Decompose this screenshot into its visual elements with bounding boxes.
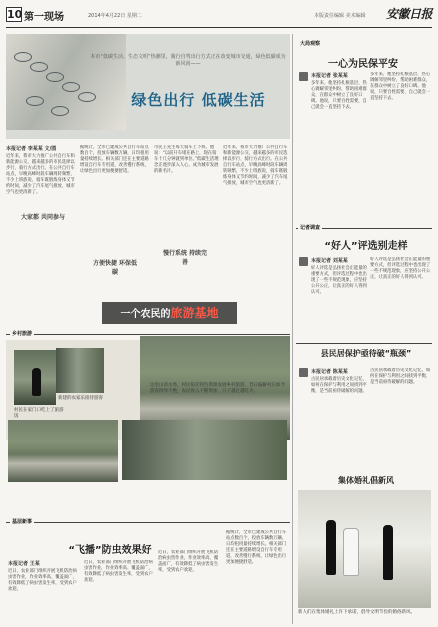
house-photo xyxy=(14,350,56,405)
right-middle-text: 好人评选是弘扬社会正能量的重要方式，但评选过程中也出现了一些不规范现象，应坚持公开公正，让真正的好人得到认可。 xyxy=(370,257,431,280)
section-rule xyxy=(6,334,290,335)
right-lower-column-2 xyxy=(370,368,432,463)
bottom-left-column-3 xyxy=(158,550,222,620)
right-lower-column-1 xyxy=(311,368,367,463)
right-top-byline: 本报记者 张某某 xyxy=(311,73,348,79)
feature-title xyxy=(102,302,237,324)
mountain-village-photo xyxy=(8,420,118,482)
right-top-text: 多年来，他坚持扎根基层，热心调解邻里纠纷，帮助困难群众，在群众中树立了良好口碑。他说，只要百姓需要，自己就会一直坚持下去。 xyxy=(370,72,431,101)
bride-figure xyxy=(343,528,359,576)
lead-paragraph: 近年来，我市大力推广公共自行车和新能源公交，越来越多的市民选择以步行、骑行方式出行。在公共自行车站点，早晚高峰时段车辆周转频繁，不少上班族说，骑车既锻炼身体又节约时间，减少了汽车尾气排放，城市空气也更清新了。 xyxy=(6,154,75,195)
bicycle-icon xyxy=(51,106,69,116)
lead-column-4 xyxy=(223,145,290,315)
newspaper-logo: 安徽日报 xyxy=(385,7,432,21)
lead-subhead: 大家都 共同参与 xyxy=(20,214,66,221)
lead-deck: 本市“低碳生活、生态文明”热潮里，骑行自驾出行方式正在改变城市交通，绿色低碳成为新风尚—— xyxy=(90,54,286,67)
bottom-left-column-4 xyxy=(226,530,290,620)
portrait-icon xyxy=(299,72,308,81)
bottom-left-byline: 本报记者 王某 xyxy=(8,561,40,567)
bicycle-icon xyxy=(62,82,80,92)
feature-summary: 这里山清水秀，村民依托特色资源发展乡村旅游，昔日偏僻村庄如今游客络绎不绝，农民收入不断增加，日子越过越红火。 xyxy=(150,383,285,394)
lead-subhead: 慢行系统 持续完善 xyxy=(162,250,208,266)
right-middle-column-1 xyxy=(311,257,367,339)
right-lower-title: 县民居保护亟待破“瓶颈” xyxy=(320,349,412,358)
bicycle-icon xyxy=(30,62,48,72)
groom-figure xyxy=(326,520,336,575)
wedding-caption: 新人们在集体婚礼上许下承诺，倡导文明节俭的婚俗新风。 xyxy=(298,610,415,615)
right-lower-text: 古民居承载着历史文化记忆，如何在保护与利用之间找到平衡，是当前亟待破解的问题。 xyxy=(370,368,431,385)
bottom-left-text: 据统计，全市已建成公共自行车站点数百个，投放车辆数万辆，日均租用量持续增长。相关部门还在主要道路增设自行车专用道，改善慢行系统，让绿色出行更加便捷舒适。 xyxy=(226,530,287,565)
portrait-icon xyxy=(299,368,308,377)
hills-photo xyxy=(122,420,287,480)
section-rule xyxy=(6,522,290,523)
feature-title-small: 一个农民的 xyxy=(120,309,171,320)
bottom-left-text: 近日，农业部门组织开展飞机防治病虫害作业，作业效率高、覆盖面广，有效降低了病虫害发生率，受到农户欢迎。 xyxy=(8,569,77,592)
section-rule xyxy=(296,343,432,344)
right-middle-byline: 本报记者 刘某某 xyxy=(311,258,348,264)
right-top-column-1 xyxy=(311,72,367,232)
wedding-photo xyxy=(298,490,431,608)
lead-paragraph: 近年来，我市大力推广公共自行车和新能源公交，越来越多的市民选择以步行、骑行方式出行。在公共自行车站点，早晚高峰时段车辆周转频繁，不少上班族说，骑车既锻炼身体又节约时间，减少了汽车尾气排放，城市空气也更清新了。 xyxy=(223,145,288,186)
photo-caption: 新建的农家乐接待游客 xyxy=(58,396,103,401)
lead-column-3 xyxy=(154,145,219,315)
right-middle-text: 好人评选是弘扬社会正能量的重要方式，但评选过程中也出现了一些不规范现象，应坚持公开公正，让真正的好人得到认可。 xyxy=(311,266,367,295)
bicycle-icon xyxy=(26,96,44,106)
portrait-icon xyxy=(299,257,308,266)
right-lower-byline: 本报记者 陈某某 xyxy=(311,369,348,375)
right-middle-title: “好人”评选别走样 xyxy=(324,241,408,252)
bicycle-icon xyxy=(46,72,64,82)
lead-byline: 本报记者 李某某 文/图 xyxy=(6,146,57,152)
lead-column-1 xyxy=(6,145,76,315)
feature-section-label: 乡村旅游 xyxy=(12,331,33,337)
lead-subhead: 方便快捷 环保低碳 xyxy=(92,260,138,276)
village-section-label: 基层新事 xyxy=(12,519,33,525)
bottom-left-text: 近日，农业部门组织开展飞机防治病虫害作业，作业效率高、覆盖面广，有效降低了病虫害发生率，受到农户欢迎。 xyxy=(84,560,153,583)
feature-title-big: 旅游基地 xyxy=(170,306,219,320)
wedding-title: 集体婚礼倡新风 xyxy=(338,476,394,485)
page-number: 10 xyxy=(7,8,23,21)
masthead xyxy=(6,4,432,28)
lead-paragraph: 市民王先生每天骑车上下班，他说：“以前开车堵在路上，现在骑车十几分钟就到单位。”低碳生活理念正逐步深入人心，成为城市发展的新名片。 xyxy=(154,145,219,174)
bottom-left-title: “飞播”防虫效果好 xyxy=(68,545,152,556)
right-top-text: 多年来，他坚持扎根基层，热心调解邻里纠纷，帮助困难群众，在群众中树立了良好口碑。他说，只要百姓需要，自己就会一直坚持下去。 xyxy=(311,81,367,110)
right-feature-label: 记者调查 xyxy=(300,225,321,231)
bottom-left-text: 近日，农业部门组织开展飞机防治病虫害作业，作业效率高、覆盖面广，有效降低了病虫害发生率，受到农户欢迎。 xyxy=(158,550,219,573)
bottom-left-column-2 xyxy=(84,560,154,620)
section-title: 第一现场 xyxy=(24,12,64,23)
lead-story-banner xyxy=(6,34,290,139)
farm-photo xyxy=(56,348,104,393)
bottom-left-column-1 xyxy=(8,560,80,620)
bicycle-icon xyxy=(78,92,96,102)
editor-line: 本版责任编辑 美术编辑 xyxy=(314,13,366,19)
right-lower-text: 古民居承载着历史文化记忆，如何在保护与利用之间找到平衡，是当前亟待破解的问题。 xyxy=(311,377,367,394)
bike-rack-photo xyxy=(6,34,126,130)
bicycle-icon xyxy=(14,52,32,62)
lead-headline: 绿色出行 低碳生活 xyxy=(131,91,266,109)
guest-figure xyxy=(383,525,393,580)
villager-figure xyxy=(32,368,41,396)
lead-column-2 xyxy=(80,145,150,315)
right-middle-column-2 xyxy=(370,257,432,339)
safety-section-label: 大局观察 xyxy=(300,41,321,47)
photo-caption: 村民在家门口吃上了旅游饭 xyxy=(14,408,64,419)
dateline: 2014年4月22日 星期二 xyxy=(88,13,142,19)
right-top-title: 一心为民保平安 xyxy=(328,59,398,70)
lead-paragraph: 据统计，全市已建成公共自行车站点数百个，投放车辆数万辆，日均租用量持续增长。相关部门还在主要道路增设自行车专用道，改善慢行系统，让绿色出行更加便捷舒适。 xyxy=(80,145,149,174)
column-divider xyxy=(292,34,293,624)
right-top-column-2 xyxy=(370,72,432,232)
